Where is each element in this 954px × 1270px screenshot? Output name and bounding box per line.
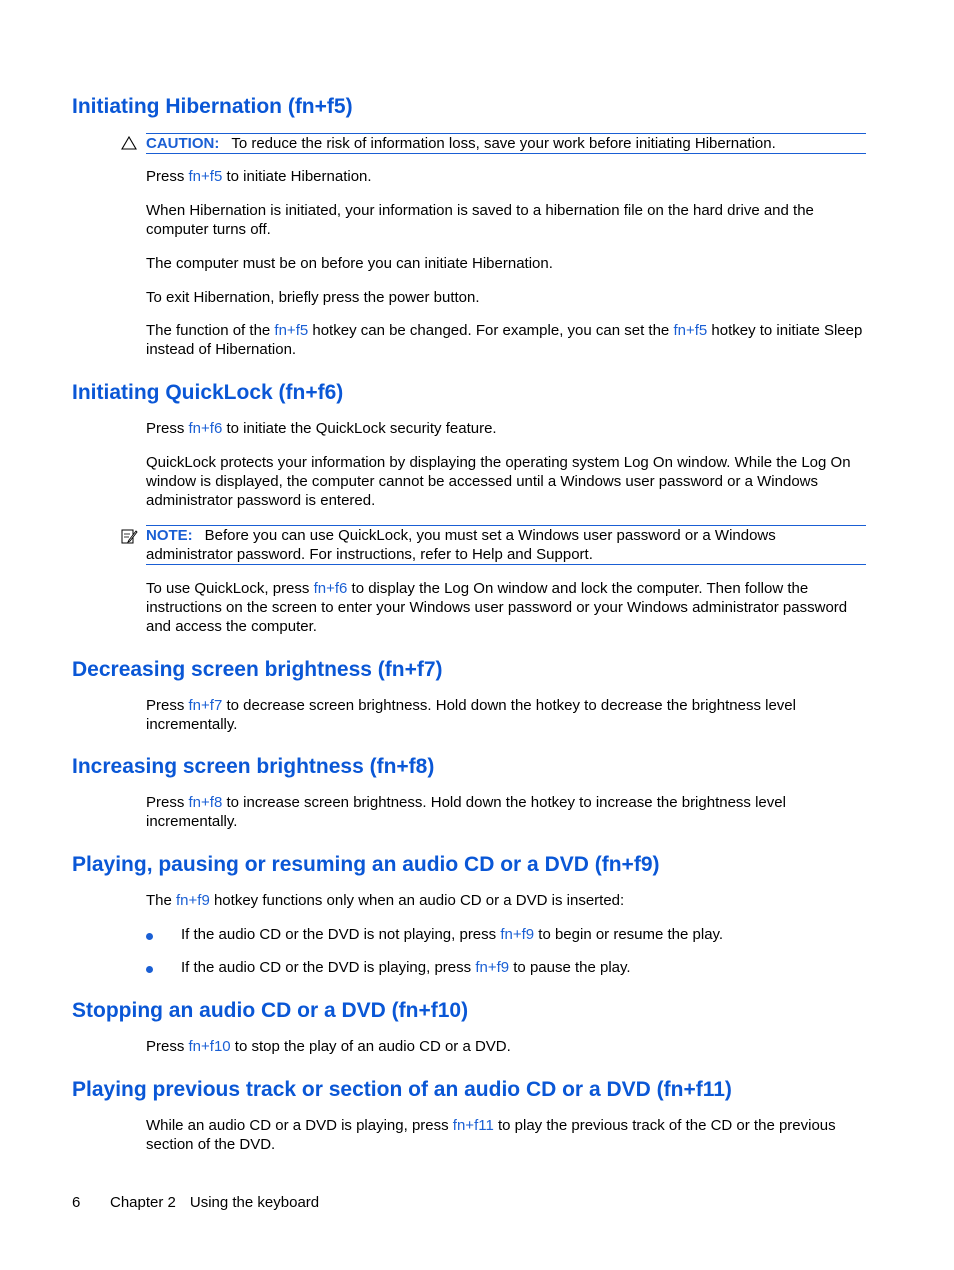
paragraph: To exit Hibernation, briefly press the power button. xyxy=(146,289,480,306)
paragraph xyxy=(146,579,868,636)
text-run: The xyxy=(146,892,177,909)
hotkey-link[interactable]: fn+f10 xyxy=(188,1038,231,1055)
paragraph xyxy=(146,419,868,438)
paragraph xyxy=(146,1037,868,1056)
hotkey-link[interactable]: fn+f6 xyxy=(188,420,223,437)
hotkey-link[interactable]: fn+f5 xyxy=(274,322,309,339)
paragraph xyxy=(146,1116,868,1154)
paragraph xyxy=(146,167,868,186)
text-run: To use QuickLock, press xyxy=(146,580,314,597)
text-run: to stop the play of an audio CD or a DVD. xyxy=(230,1038,511,1055)
caution-triangle-icon xyxy=(121,136,137,155)
caution-text: To reduce the risk of information loss, save your work before initiating Hibernation. xyxy=(231,135,776,152)
heading-increase-brightness: Increasing screen brightness (fn+f8) xyxy=(72,755,435,778)
text-run: to initiate the QuickLock security feature. xyxy=(222,420,497,437)
text-run: to pause the play. xyxy=(509,959,631,976)
text-run: to decrease screen brightness. Hold down the hotkey to decrease the brightness level incrementally. xyxy=(146,697,796,733)
page-footer xyxy=(72,1193,319,1212)
text-run: Press xyxy=(146,1038,189,1055)
caution-label: CAUTION: xyxy=(146,135,220,152)
list-item xyxy=(181,958,871,977)
paragraph: When Hibernation is initiated, your information is saved to a hibernation file on the hard drive and the computer turns off. xyxy=(146,202,814,238)
text-run: Press xyxy=(146,794,189,811)
text-run: hotkey functions only when an audio CD or a DVD is inserted: xyxy=(209,892,625,909)
heading-previous-track: Playing previous track or section of an audio CD or a DVD (fn+f11) xyxy=(72,1078,732,1101)
hotkey-link[interactable]: fn+f8 xyxy=(188,794,223,811)
heading-decrease-brightness: Decreasing screen brightness (fn+f7) xyxy=(72,658,443,681)
text-run: If the audio CD or the DVD is playing, press xyxy=(181,959,476,976)
hotkey-link[interactable]: fn+f6 xyxy=(313,580,348,597)
hotkey-link[interactable]: fn+f9 xyxy=(500,926,535,943)
text-run: to play the previous track of the CD or the previous section of the DVD. xyxy=(146,1117,836,1153)
text-run: The function of the xyxy=(146,322,275,339)
page-number: 6 xyxy=(72,1194,81,1211)
note-pencil-icon xyxy=(121,528,138,550)
heading-stop: Stopping an audio CD or a DVD (fn+f10) xyxy=(72,999,469,1022)
text-run: Press xyxy=(146,420,189,437)
hotkey-link[interactable]: fn+f5 xyxy=(188,168,223,185)
text-run: Press xyxy=(146,697,189,714)
text-run: While an audio CD or a DVD is playing, press xyxy=(146,1117,453,1134)
hotkey-link[interactable]: fn+f11 xyxy=(452,1117,494,1134)
bullet-icon xyxy=(146,966,153,973)
bullet-icon xyxy=(146,933,153,940)
paragraph xyxy=(146,321,868,359)
text-run: hotkey can be changed. For example, you can set the xyxy=(308,322,674,339)
text-run: to increase screen brightness. Hold down the hotkey to increase the brightness level incrementally. xyxy=(146,794,786,830)
text-run: to initiate Hibernation. xyxy=(222,168,372,185)
paragraph xyxy=(146,793,868,831)
hotkey-link[interactable]: fn+f9 xyxy=(475,959,510,976)
list-item xyxy=(181,925,871,944)
note-box xyxy=(146,525,866,565)
paragraph: QuickLock protects your information by displaying the operating system Log On window. While the Log On window is displayed, the computer cannot be accessed until a Windows user password or a Windows administrator password is entered. xyxy=(146,454,851,509)
heading-hibernation: Initiating Hibernation (fn+f5) xyxy=(72,95,353,118)
hotkey-link[interactable]: fn+f9 xyxy=(176,892,210,909)
paragraph xyxy=(146,891,868,910)
hotkey-link[interactable]: fn+f5 xyxy=(673,322,708,339)
text-run: If the audio CD or the DVD is not playing, press xyxy=(181,926,501,943)
text-run: to display the Log On window and lock the computer. Then follow the instructions on the screen to enter your Windows user password or your Windows administrator password and access the computer. xyxy=(146,580,848,635)
heading-quicklock: Initiating QuickLock (fn+f6) xyxy=(72,381,344,404)
paragraph xyxy=(146,696,868,734)
caution-box xyxy=(146,133,866,154)
text-run: to begin or resume the play. xyxy=(534,926,724,943)
heading-play-pause: Playing, pausing or resuming an audio CD or a DVD (fn+f9) xyxy=(72,853,660,876)
chapter-label: Chapter 2 xyxy=(110,1194,176,1211)
text-run: hotkey to initiate Sleep instead of Hibernation. xyxy=(146,322,863,358)
text-run: Press xyxy=(146,168,189,185)
note-text: Before you can use QuickLock, you must set a Windows user password or a Windows administrator password. For instructions, refer to Help and Support. xyxy=(146,527,776,563)
chapter-title: Using the keyboard xyxy=(189,1194,320,1211)
paragraph: The computer must be on before you can initiate Hibernation. xyxy=(146,255,553,272)
hotkey-link[interactable]: fn+f7 xyxy=(188,697,223,714)
note-label: NOTE: xyxy=(146,527,193,544)
